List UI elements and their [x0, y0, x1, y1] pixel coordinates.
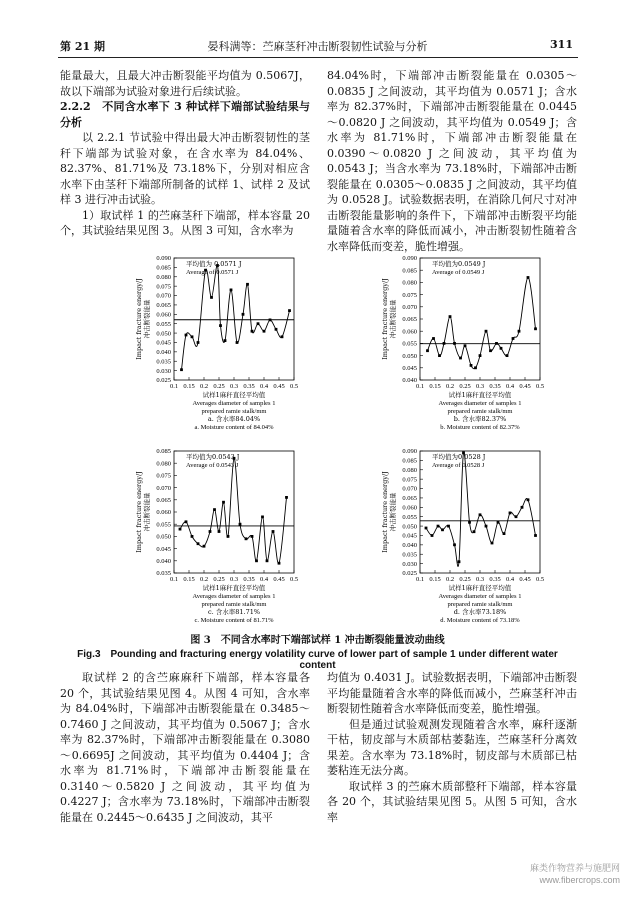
x-tick-label: 0.15 — [429, 576, 441, 583]
x-axis-label-en-unit: prepared ramie stalk/mm — [447, 408, 513, 415]
x-tick-label: 0.1 — [415, 576, 425, 583]
data-point — [213, 508, 216, 511]
y-tick-label: 0.040 — [156, 558, 171, 565]
paragraph: 但是通过试验观测发现随着含水率，麻秆逐渐干枯，韧皮部与木质部枯萎黏连，苎麻茎秆分离效果差。含水率为 73.18%时，韧皮部与木质部已枯萎粘连无法分离。 — [327, 717, 577, 777]
y-tick-label: 0.030 — [402, 560, 417, 568]
figure-caption-cn: 图 3 不同含水率时下端部试样 1 冲击断裂能量波动曲线 — [190, 635, 445, 646]
page-number: 311 — [550, 38, 573, 51]
y-tick-label: 0.050 — [156, 330, 171, 338]
data-point — [453, 543, 456, 546]
x-tick-label: 0.15 — [183, 383, 195, 390]
y-tick-label: 0.025 — [402, 570, 417, 578]
x-axis-label-en-unit: prepared ramie stalk/mm — [201, 601, 267, 608]
data-point — [495, 342, 498, 345]
data-point — [485, 525, 488, 528]
data-point — [534, 534, 537, 537]
watermark — [470, 862, 620, 886]
y-axis-label-en: Impact fracture energy/J — [135, 278, 143, 360]
y-axis-label-en: Impact fracture energy/J — [135, 471, 143, 553]
data-point — [468, 521, 471, 524]
y-tick-label: 0.065 — [156, 497, 171, 504]
data-point — [489, 349, 492, 352]
x-tick-label: 0.35 — [243, 576, 255, 583]
y-tick-label: 0.025 — [156, 377, 171, 385]
y-tick-label: 0.060 — [156, 311, 171, 319]
y-tick-label: 0.070 — [402, 304, 417, 311]
data-point — [503, 532, 506, 535]
chart-a — [112, 252, 312, 442]
data-point — [485, 330, 488, 333]
data-point — [185, 334, 188, 337]
running-header-left: 第 21 期 — [60, 40, 105, 53]
x-axis-label-cn: 试样1麻秆直径平均值 — [202, 584, 266, 592]
x-tick-label: 0.45 — [519, 576, 531, 583]
data-point — [527, 276, 530, 279]
x-tick-label: 0.5 — [289, 576, 299, 583]
y-tick-label: 0.065 — [402, 495, 417, 503]
y-tick-label: 0.055 — [402, 513, 417, 521]
y-tick-label: 0.035 — [156, 358, 171, 366]
x-tick-label: 0.35 — [489, 576, 501, 583]
y-tick-label: 0.040 — [156, 349, 171, 357]
y-tick-label: 0.060 — [402, 504, 417, 512]
y-tick-label: 0.060 — [402, 328, 417, 336]
y-tick-label: 0.090 — [156, 255, 171, 263]
x-tick-label: 0.1 — [169, 383, 179, 390]
y-tick-label: 0.045 — [156, 545, 171, 553]
x-tick-label: 0.45 — [273, 576, 285, 583]
average-annotation-cn: 平均值为0.0528 J — [432, 453, 486, 461]
y-tick-label: 0.075 — [156, 283, 171, 291]
data-point — [251, 535, 254, 538]
y-axis-label-cn: 冲击断裂能量 — [143, 492, 151, 532]
data-point — [218, 530, 221, 533]
y-tick-label: 0.035 — [402, 551, 417, 559]
data-point — [527, 498, 530, 501]
chart-b — [358, 252, 558, 442]
plot-frame — [420, 451, 540, 573]
x-tick-label: 0.4 — [259, 383, 269, 390]
running-header-title: 晏科满等：苎麻茎秆冲击断裂韧性试验与分析 — [207, 40, 428, 53]
data-point — [515, 515, 518, 518]
y-tick-label: 0.040 — [402, 377, 417, 385]
data-point — [197, 341, 200, 344]
x-axis-label-cn: 试样1麻秆直径平均值 — [202, 391, 266, 399]
data-point — [479, 354, 482, 357]
subcaption-cn: d. 含水率73.18% — [453, 608, 507, 616]
data-point — [210, 296, 213, 299]
data-point — [459, 357, 462, 360]
x-tick-label: 0.2 — [445, 576, 455, 583]
y-tick-label: 0.080 — [156, 273, 171, 281]
plot-frame — [420, 258, 540, 380]
x-tick-label: 0.2 — [445, 383, 455, 390]
x-tick-label: 0.15 — [429, 383, 441, 390]
x-tick-label: 0.25 — [213, 576, 225, 583]
data-point — [500, 347, 503, 350]
y-axis-label-en: Impact fracture energy/J — [381, 278, 389, 360]
y-tick-label: 0.035 — [156, 570, 171, 578]
x-axis-label-en: Averages diameter of samples 1 — [192, 400, 276, 407]
data-point — [278, 562, 281, 565]
data-point — [261, 516, 264, 519]
x-tick-label: 0.3 — [229, 383, 239, 390]
data-point — [245, 537, 248, 540]
y-tick-label: 0.085 — [402, 267, 417, 275]
x-tick-label: 0.25 — [459, 576, 471, 583]
y-tick-label: 0.090 — [402, 448, 417, 456]
data-point — [263, 330, 266, 333]
data-point — [509, 512, 512, 515]
data-point — [246, 283, 249, 286]
data-point — [251, 330, 254, 333]
y-tick-label: 0.065 — [402, 316, 417, 324]
data-point — [180, 368, 183, 371]
subcaption-cn: a. 含水率84.04% — [207, 415, 261, 423]
data-point — [197, 542, 200, 545]
data-point — [464, 344, 467, 347]
y-tick-label: 0.050 — [402, 523, 417, 531]
y-tick-label: 0.050 — [402, 352, 417, 360]
data-point — [239, 523, 242, 526]
x-tick-label: 0.5 — [535, 383, 545, 390]
x-tick-label: 0.4 — [505, 576, 515, 583]
average-annotation-cn: 平均值为0.0543 J — [186, 453, 240, 461]
watermark-line: www.fibercrops.com — [539, 875, 620, 885]
data-point — [491, 542, 494, 545]
data-point — [179, 528, 182, 531]
x-tick-label: 0.1 — [415, 383, 425, 390]
data-point — [203, 545, 206, 548]
figure-caption-en: Fig.3 Pounding and fracturing energy volatility curve of lower part of sample 1 under different water content — [77, 649, 558, 671]
data-point — [432, 337, 435, 340]
y-tick-label: 0.055 — [156, 521, 171, 529]
x-tick-label: 0.1 — [169, 576, 179, 583]
section-heading: 2.2.2 不同含水率下 3 种试样下端部试验结果与分析 — [60, 100, 310, 129]
y-tick-label: 0.055 — [156, 320, 171, 328]
data-point — [242, 313, 245, 316]
y-tick-label: 0.085 — [156, 264, 171, 272]
y-tick-label: 0.085 — [402, 457, 417, 465]
y-axis-label-cn: 冲击断裂能量 — [143, 299, 151, 339]
data-point — [209, 530, 212, 533]
y-axis-label-cn: 冲击断裂能量 — [389, 299, 397, 339]
subcaption-en: b. Moisture content of 82.37% — [440, 424, 520, 431]
fit-curve — [182, 265, 290, 370]
data-point — [269, 319, 272, 322]
data-point — [222, 501, 225, 504]
paragraph: 84.04%时，下端部冲击断裂能量在 0.0305～0.0835 J 之间波动，其平均值为 0.0571 J；含水率为 82.37%时，下端部冲击断裂能量在 0.0445～0.0820 J 之间波动，其平均值为 0.0549 J；含水率为 81.71%时，下端部冲击断裂能量在 0.0390～0.0820 J 之间波动，其平均值为 0.0543 J；当含水率为 73.18%时，下端部冲击断裂能量在 0.0305～0.0835 J 之间波动，其平均值为 0.0528 J。试验数据表明，在消除几何尺寸对冲击断裂能量影响的条件下，下端部冲击断裂平均能量随着含水率的降低而减小，冲击断裂韧性随着含水率降低而变差，脆性增强。 — [327, 69, 577, 253]
data-point — [470, 364, 473, 367]
subcaption-en: c. Moisture content of 81.71% — [194, 617, 274, 624]
average-annotation-cn: 平均值为0.0549 J — [432, 260, 486, 268]
average-annotation-en: Average of 0.0528 J — [432, 462, 485, 469]
y-tick-label: 0.075 — [156, 472, 171, 480]
x-axis-label-cn: 试样1麻秆直径平均值 — [448, 584, 512, 592]
data-point — [288, 309, 291, 312]
y-tick-label: 0.070 — [156, 292, 171, 300]
paragraph: 均值为 0.4031 J。试验数据表明，下端部冲击断裂平均能量随着含水率的降低而减小，苎麻茎秆冲击断裂韧性随着含水率降低而变差，脆性增强。 — [327, 671, 577, 715]
x-tick-label: 0.4 — [505, 383, 515, 390]
data-point — [275, 328, 278, 331]
x-tick-label: 0.15 — [183, 576, 195, 583]
paragraph: 取试样 2 的含苎麻麻秆下端部，样本容量各 20 个，其试验结果见图 4。从图 4 可知，含水率为 84.04%时，下端部冲击断裂能量在 0.3485～0.7460 J 之间波动，其平均值为 0.5067 J；含水率为 82.37%时，下端部冲击断裂能量在 0.3080～0.6695J 之间波动，其平均值为 0.4404 J；含水率为 81.71%时，下端部冲击断裂能量在 0.3140～0.5820 J 之间波动，其平均值为 0.4227 J；含水率为 73.18%时，下端部冲击断裂能量在 0.2445～0.6435 J 之间波动，其平 — [60, 671, 310, 824]
data-point — [266, 559, 269, 562]
header-rule — [58, 57, 578, 58]
fit-curve — [180, 458, 287, 564]
y-tick-label: 0.050 — [156, 533, 171, 541]
y-axis-label-en: Impact fracture energy/J — [381, 471, 389, 553]
paragraph: 1）取试样 1 的苎麻茎秆下端部，样本容量 20 个，其试验结果见图 3。从图 3 可知，含水率为 — [60, 208, 310, 237]
data-point — [443, 342, 446, 345]
data-point — [426, 349, 429, 352]
data-point — [191, 535, 194, 538]
data-point — [473, 530, 476, 533]
data-point — [431, 534, 434, 537]
data-point — [497, 521, 500, 524]
data-point — [185, 520, 188, 523]
y-tick-label: 0.080 — [156, 460, 171, 468]
x-tick-label: 0.2 — [199, 576, 209, 583]
x-tick-label: 0.35 — [489, 383, 501, 390]
subcaption-en: d. Moisture content of 73.18% — [440, 617, 520, 624]
average-annotation-en: Average of 0.0549 J — [432, 269, 485, 276]
bottom-left-column — [60, 670, 310, 825]
plot-frame — [174, 451, 294, 573]
x-tick-label: 0.25 — [213, 383, 225, 390]
subcaption-en: a. Moisture content of 84.04% — [194, 424, 274, 431]
fit-curve — [426, 452, 536, 566]
chart-a-svg — [112, 252, 312, 442]
data-point — [227, 535, 230, 538]
x-tick-label: 0.45 — [273, 383, 285, 390]
y-tick-label: 0.045 — [156, 339, 171, 347]
x-axis-label-en: Averages diameter of samples 1 — [192, 593, 276, 600]
paragraph: 以 2.2.1 节试验中得出最大冲击断裂韧性的茎秆下端部为试验对象，在含水率为 84.04%、82.37%、81.71%及 73.18%下，分别对相应含水率下由茎秆下端部所制备的试样 1、试样 2 及试样 3 进行冲击试验。 — [60, 131, 310, 206]
x-axis-label-en: Averages diameter of samples 1 — [438, 400, 522, 407]
y-tick-label: 0.075 — [402, 476, 417, 484]
data-point — [224, 339, 227, 342]
y-tick-label: 0.070 — [156, 484, 171, 492]
data-point — [474, 366, 477, 369]
data-point — [438, 354, 441, 357]
x-tick-label: 0.3 — [229, 576, 239, 583]
data-point — [449, 315, 452, 318]
data-point — [230, 289, 233, 292]
x-tick-label: 0.45 — [519, 383, 531, 390]
x-tick-label: 0.5 — [535, 576, 545, 583]
data-point — [219, 324, 222, 327]
y-tick-label: 0.090 — [402, 255, 417, 263]
data-point — [441, 528, 444, 531]
subcaption-cn: b. 含水率82.37% — [453, 415, 507, 423]
paragraph: 取试样 3 的苎麻木质部整秆下端部，样本容量各 20 个，其试验结果见图 5。从图 5 可知，含水率 — [327, 779, 577, 824]
x-axis-label-en-unit: prepared ramie stalk/mm — [201, 408, 267, 415]
paragraph: 能量最大，且最大冲击断裂能平均值为 0.5067J，故以下端部为试验对象进行后续试验。 — [60, 69, 310, 98]
x-axis-label-en-unit: prepared ramie stalk/mm — [447, 601, 513, 608]
chart-c-svg — [112, 445, 312, 635]
data-point — [506, 354, 509, 357]
watermark-line: 麻类作物营养与施肥网 — [529, 863, 620, 873]
x-tick-label: 0.3 — [475, 576, 485, 583]
y-tick-label: 0.070 — [402, 485, 417, 493]
data-point — [236, 341, 239, 344]
data-point — [512, 337, 515, 340]
y-tick-label: 0.065 — [156, 302, 171, 310]
data-point — [458, 560, 461, 563]
data-point — [453, 342, 456, 345]
x-tick-label: 0.35 — [243, 383, 255, 390]
x-tick-label: 0.5 — [289, 383, 299, 390]
data-point — [281, 335, 284, 338]
y-axis-label-cn: 冲击断裂能量 — [389, 492, 397, 532]
chart-c — [112, 445, 312, 635]
data-point — [521, 506, 524, 509]
fit-curve — [428, 277, 536, 368]
data-point — [425, 527, 428, 530]
y-tick-label: 0.030 — [156, 367, 171, 375]
y-tick-label: 0.045 — [402, 365, 417, 372]
subcaption-cn: c. 含水率81.71% — [207, 608, 261, 616]
data-point — [518, 330, 521, 333]
data-point — [534, 327, 537, 330]
y-tick-label: 0.045 — [402, 532, 417, 540]
chart-b-svg — [358, 252, 558, 442]
x-axis-label-cn: 试样1麻秆直径平均值 — [448, 391, 512, 399]
y-tick-label: 0.075 — [402, 291, 417, 299]
data-point — [285, 496, 288, 499]
data-point — [191, 335, 194, 338]
average-annotation-en: Average of 0.0543 J — [186, 462, 239, 469]
top-right-column — [327, 68, 577, 254]
data-point — [272, 530, 275, 533]
y-tick-label: 0.060 — [156, 509, 171, 517]
data-point — [437, 525, 440, 528]
average-annotation-cn: 平均值为 0.0571 J — [186, 260, 242, 268]
y-tick-label: 0.080 — [402, 466, 417, 474]
chart-d-svg — [358, 445, 558, 635]
y-tick-label: 0.085 — [156, 448, 171, 456]
bottom-right-column — [327, 670, 577, 825]
chart-d — [358, 445, 558, 635]
x-axis-label-en: Averages diameter of samples 1 — [438, 593, 522, 600]
data-point — [255, 559, 258, 562]
x-tick-label: 0.4 — [259, 576, 269, 583]
x-tick-label: 0.25 — [459, 383, 471, 390]
average-annotation-en: Average of 0.0571 J — [186, 269, 239, 276]
data-point — [479, 513, 482, 516]
x-tick-label: 0.3 — [475, 383, 485, 390]
x-tick-label: 0.2 — [199, 383, 209, 390]
data-point — [257, 322, 260, 325]
y-tick-label: 0.040 — [402, 542, 417, 550]
y-tick-label: 0.080 — [402, 279, 417, 287]
top-left-column — [60, 68, 310, 239]
data-point — [447, 525, 450, 528]
y-tick-label: 0.055 — [402, 340, 417, 348]
